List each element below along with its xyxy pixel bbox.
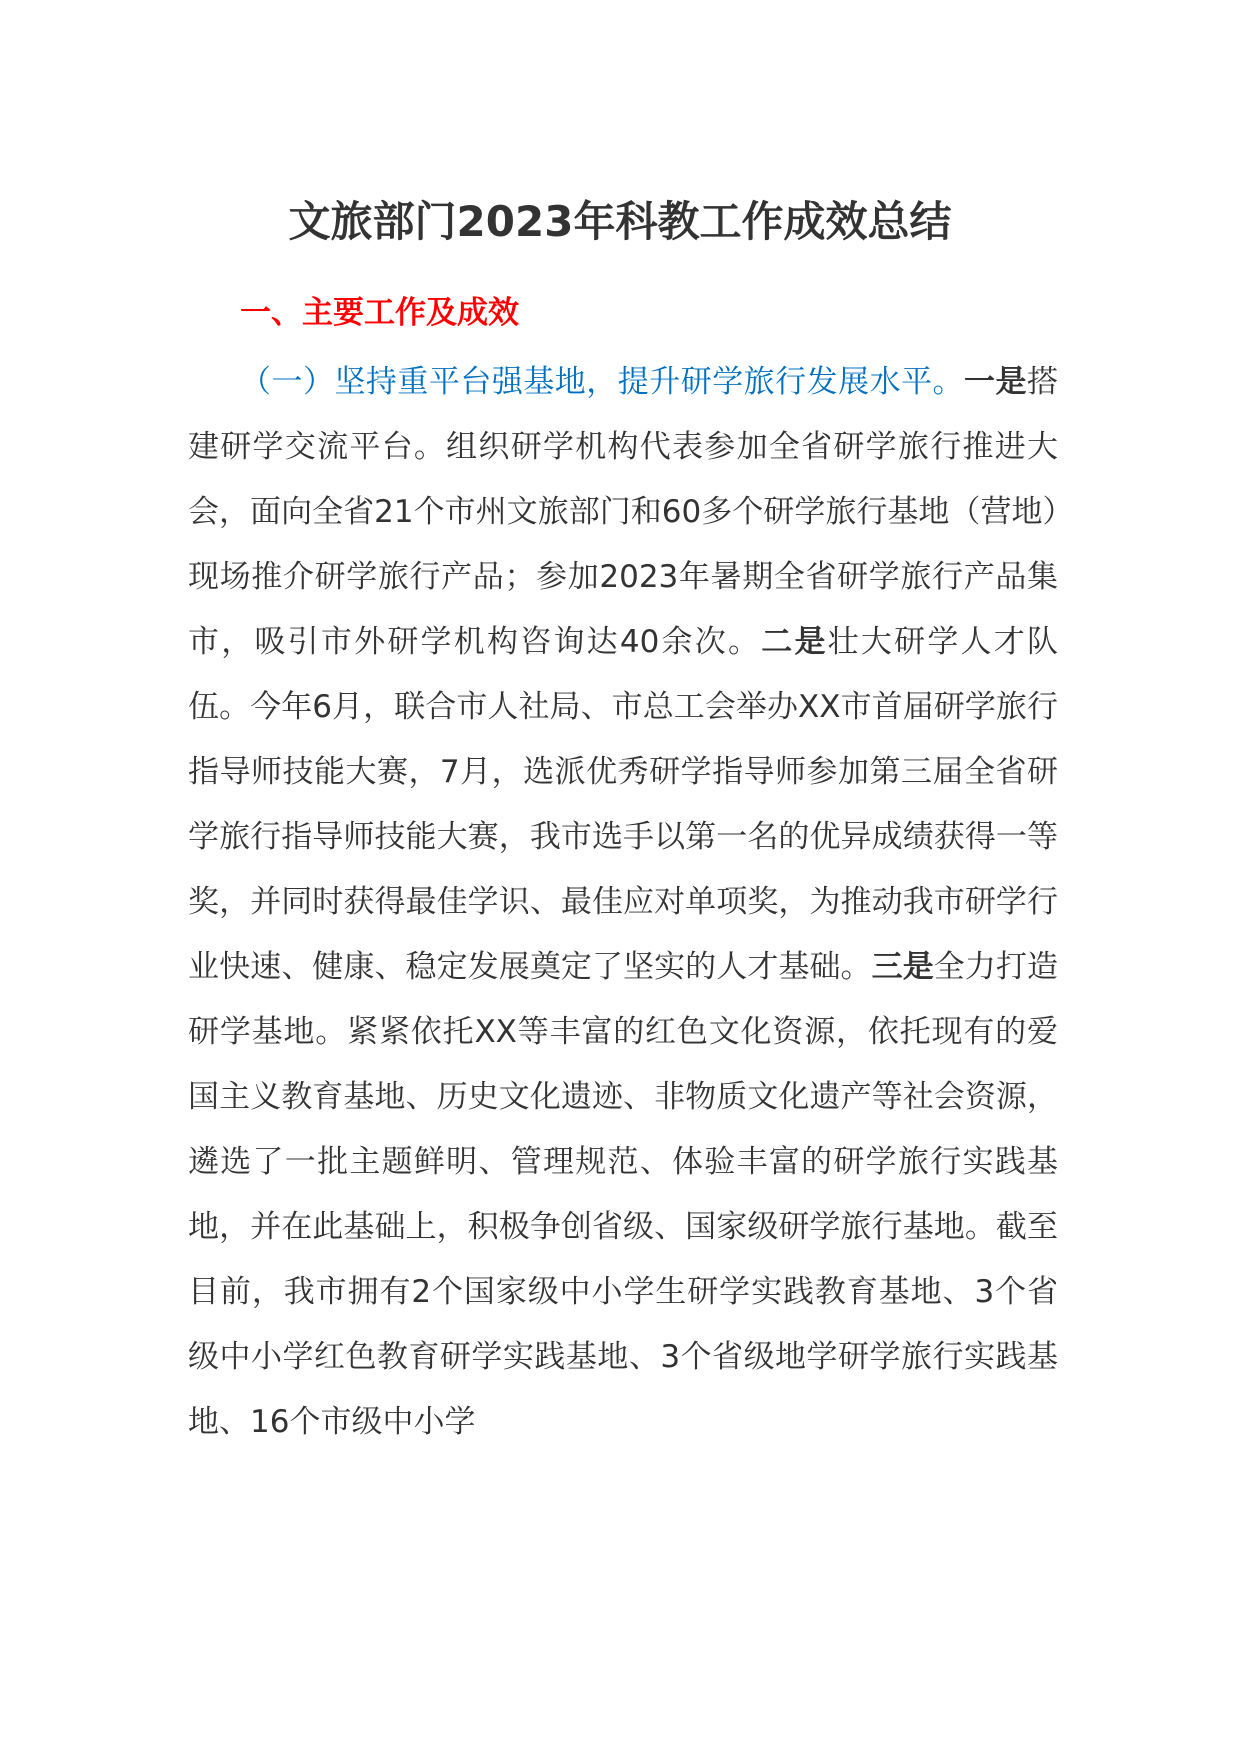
point-marker-2: 二是 bbox=[761, 624, 828, 660]
point-marker-3: 三是 bbox=[871, 949, 934, 985]
point-text-3: 全力打造研学基地。紧紧依托XX等丰富的红色文化资源，依托现有的爱国主义教育基地、历史文化遗迹、非物质文化遗产等社会资源，遴选了一批主题鲜明、管理规范、体验丰富的研学旅行实践基地，并在此基础上，积极争创省级、国家级研学旅行基地。截至目前，我市拥有2个国家级中小学生研学实践教育基地、3个省级中小学红色教育研学实践基地、3个省级地学研学旅行实践基地、16个市级中小学 bbox=[188, 949, 1059, 1440]
section-heading: 一、主要工作及成效 bbox=[240, 295, 519, 331]
body-paragraph bbox=[188, 350, 1058, 1455]
subsection-heading: （一）坚持重平台强基地，提升研学旅行发展水平。 bbox=[240, 364, 965, 400]
point-marker-1: 一是 bbox=[964, 364, 1028, 400]
document-title: 文旅部门2023年科教工作成效总结 bbox=[288, 197, 952, 246]
point-text-2: 壮大研学人才队伍。今年6月，联合市人社局、市总工会举办XX市首届研学旅行指导师技能大赛，7月，选派优秀研学指导师参加第三届全省研学旅行指导师技能大赛，我市选手以第一名的优异成绩获得一等奖，并同时获得最佳学识、最佳应对单项奖，为推动我市研学行业快速、健康、稳定发展奠定了坚实的人才基础。 bbox=[188, 624, 1059, 985]
point-text-1: 搭建研学交流平台。组织研学机构代表参加全省研学旅行推进大会，面向全省21个市州文旅部门和60多个研学旅行基地（营地）现场推介研学旅行产品；参加2023年暑期全省研学旅行产品集市，吸引市外研学机构咨询达40余次。 bbox=[188, 364, 1059, 660]
